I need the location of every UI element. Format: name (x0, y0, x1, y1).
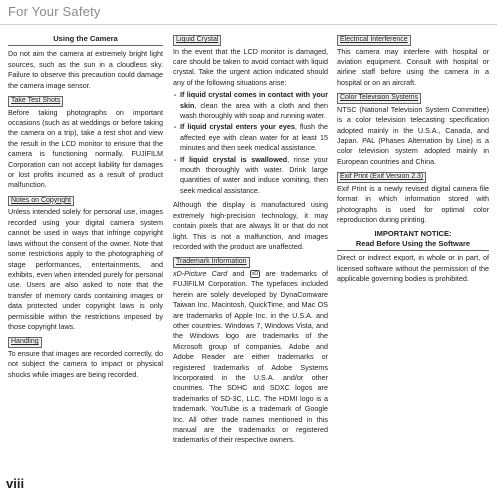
important-notice-title: IMPORTANT NOTICE: (374, 229, 452, 239)
tv-systems-text: NTSC (National Television System Committee) is a color television telecasting specification adopted mainly in the U.S.A., Canada, and Japan. PAL (Phases Alternation by Line) is a color television system adopted mainly in European countries and China. (337, 104, 489, 166)
liquid-crystal-note: Although the display is manufactured using extremely high-precision technology, it may contain pixels that are always lit or that do not light. This is not a malfunction, and images recorded with the product are unaffected. (173, 200, 328, 251)
page-header-title: For Your Safety (8, 4, 101, 19)
trademark-heading: Trademark Information (173, 257, 250, 268)
exif-print-text: Exif Print is a newly revised digital camera file format in which information stored with photographs is used for optimal color reproduction during printing. (337, 183, 489, 225)
test-shots-text: Before taking photographs on important occasions (such as at weddings or before taking the camera on a trip), take a test shot and view the result in the LCD monitor to ensure that the camera is functioning normally. FUJIFILM Corporation can not accept liability for damages or lost profits incurred as a result of product malfunction. (8, 107, 163, 190)
page-number: viii (6, 476, 25, 491)
liquid-crystal-heading: Liquid Crystal (173, 35, 221, 46)
liquid-crystal-list (173, 90, 328, 196)
handling-heading: Handling (8, 337, 42, 348)
important-notice-text: Direct or indirect export, in whole or in part, of licensed software without the permission of the applicable governing bodies is prohibited. (337, 253, 489, 284)
column-right (337, 34, 489, 287)
list-item-text: , flush the affected eye with clean water for at least 15 minutes and then seek medical assistance. (180, 122, 328, 153)
list-item (180, 155, 328, 197)
using-camera-heading: Using the Camera (8, 34, 163, 46)
list-item (180, 122, 328, 153)
tv-systems-heading: Color Television Systems (337, 93, 421, 104)
interference-text: This camera may interfere with hospital or aviation equipment. Consult with hospital or airline staff before using the camera in a hospital or on an aircraft. (337, 46, 489, 87)
list-item-bold: If liquid crystal is swallowed (180, 154, 288, 164)
trademark-text-block (173, 269, 328, 446)
list-item-text: , clean the area with a cloth and then wash thoroughly with soap and running water. (180, 100, 328, 121)
copyright-heading: Notes on Copyright (8, 196, 74, 207)
interference-heading: Electrical Interference (337, 35, 411, 46)
column-left (8, 34, 163, 382)
using-camera-text: Do not aim the camera at extremely bright light sources, such as the sun in a cloudless sky. Failure to observe this precaution could damage the camera image sensor. (8, 49, 163, 90)
list-item (180, 90, 328, 121)
trademark-text: are trademarks of FUJIFILM Corporation. The typefaces included herein are solely developed by DynaComware Taiwan Inc. Macintosh, QuickTime, and Mac OS are trademarks of Apple Inc. in the U.S.A. and other countries. Windows 7, Windows Vista, and the Windows logo are trademarks of the Microsoft group of companies. Adobe and Adobe Reader are either trademarks or registered trademarks of Adobe Systems Incorporated in the U.S.A. and/or other countries. The SDHC and SDXC logos are trademarks of SD-3C, LLC. The HDMI logo is a trademark. YouTube is a trademark of Google Inc. All other trade names mentioned in this manual are the trademarks or registered trademarks of their respective owners. (173, 268, 328, 445)
list-item-text: , rinse your mouth thoroughly with water. Drink large quantities of water and induce vomiting, then seek medical assistance. (180, 154, 328, 195)
liquid-crystal-text: In the event that the LCD monitor is damaged, care should be taken to avoid contact with liquid crystal. Take the urgent action indicated should any of the following situations arise: (173, 46, 328, 87)
header-rule (0, 24, 497, 25)
xd-picture-card-name: xD-Picture Card (173, 268, 228, 278)
column-middle (173, 34, 328, 448)
trademark-and: and (227, 268, 250, 278)
copyright-text: Unless intended solely for personal use, images recorded using your digital camera system cannot be used in ways that infringe copyright laws without the consent of the owner. Note that some restrictions apply to the photographing of stage performances, entertainments, and exhibits, even when intended purely for personal use. Users are also asked to note that the transfer of memory cards containing images or data protected under copyright laws is only permissible within the restrictions imposed by those copyright laws. (8, 207, 163, 331)
list-item-bold: If liquid crystal enters your eyes (180, 122, 295, 132)
test-shots-heading: Take Test Shots (8, 96, 63, 107)
xd-logo-icon: xD (251, 271, 259, 277)
exif-print-heading: Exif Print (Exif Version 2.3) (337, 172, 426, 183)
list-item-bold: If liquid crystal comes in contact with your skin (180, 90, 328, 110)
important-notice-subtitle: Read Before Using the Software (337, 239, 489, 251)
handling-text: To ensure that images are recorded correctly, do not subject the camera to impact or physical shocks while images are being recorded. (8, 348, 163, 379)
